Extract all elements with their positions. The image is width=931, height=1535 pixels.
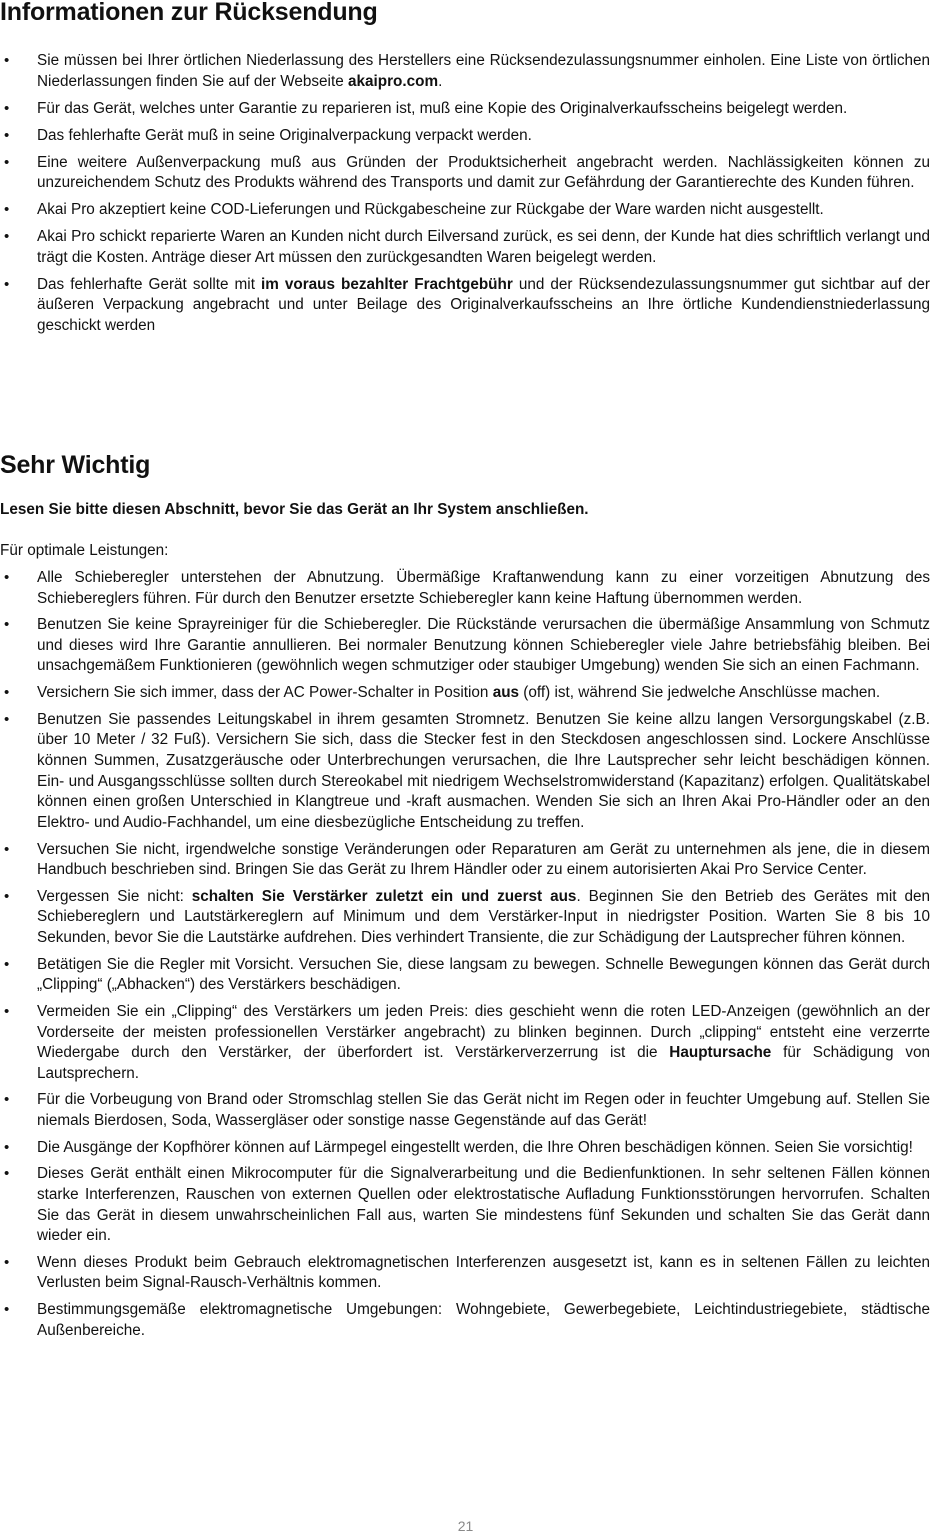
list-item-emphasis: Hauptursache — [669, 1044, 772, 1062]
bullet-icon: • — [4, 1002, 10, 1020]
bullet-icon: • — [4, 275, 10, 293]
list-item-text: und der Rücksendezulassungsnummer gut sichtbar auf der äußeren Verpackung angebracht und unter Beilage des Originalverkaufsscheins an Ihre örtliche Kundendienstniederlassung geschickt werden — [37, 275, 930, 334]
return-info-list — [0, 51, 931, 343]
bullet-icon: • — [4, 153, 10, 171]
list-item-text: Für die Vorbeugung von Brand oder Stromschlag stellen Sie das Gerät nicht im Regen oder in feuchter Umgebung auf. Stellen Sie niemals Bierdosen, Soda, Wassergläser oder sonstige nasse Gegenstände auf das Gerät! — [37, 1091, 930, 1129]
list-item-text: (off) ist, während Sie jedwelche Anschlüsse machen. — [519, 684, 881, 702]
list-item-text: Dieses Gerät enthält einen Mikrocomputer für die Signalverarbeitung und die Bedienfunktionen. In sehr seltenen Fällen können starke Interferenzen, Rauschen von externen Quellen oder elektrostatische Aufladung Funktionsstörungen hervorrufen. Schalten Sie das Gerät in diesem unwahrscheinlichen Fall aus, warten Sie mindestens fünf Sekunden und schalten Sie das Gerät dann wieder ein. — [37, 1165, 930, 1245]
section-title-return-info: Informationen zur Rücksendung — [0, 0, 378, 26]
list-item — [0, 153, 931, 194]
page-number: 21 — [457, 1518, 474, 1534]
bullet-icon: • — [4, 955, 10, 973]
list-item-text: Betätigen Sie die Regler mit Vorsicht. Versuchen Sie, diese langsam zu bewegen. Schnelle Bewegungen können das Gerät durch „Clipping“ („Abhacken“) des Verstärkers beschädigen. — [37, 955, 930, 994]
list-item — [0, 1002, 931, 1084]
list-item — [0, 840, 931, 881]
list-item-emphasis: schalten Sie Verstärker zuletzt ein und zuerst aus — [191, 887, 577, 905]
list-item — [0, 1253, 931, 1294]
bullet-icon: • — [4, 840, 10, 858]
list-item-emphasis: akaipro.com — [347, 72, 439, 90]
list-item-text: . — [438, 72, 443, 90]
list-item-emphasis: im voraus bezahlter Frachtgebühr — [260, 275, 513, 293]
list-item — [0, 275, 931, 337]
bullet-icon: • — [4, 1138, 10, 1156]
bullet-icon: • — [4, 52, 10, 69]
list-item — [0, 568, 931, 609]
list-item — [0, 227, 931, 268]
list-item-emphasis: aus — [492, 684, 520, 702]
list-item-text: Das fehlerhafte Gerät sollte mit — [37, 275, 261, 293]
list-item — [0, 887, 931, 949]
list-item — [0, 1164, 931, 1246]
intro-warning-text: Lesen Sie bitte diesen Abschnitt, bevor Sie das Gerät an Ihr System anschließen. — [0, 501, 589, 518]
list-item-text: Akai Pro akzeptiert keine COD-Lieferungen und Rückgabescheine zur Rückgabe der Ware warden nicht ausgestellt. — [37, 201, 824, 219]
bullet-icon: • — [4, 1165, 10, 1183]
section-title-important: Sehr Wichtig — [0, 451, 151, 479]
bullet-icon: • — [4, 228, 10, 246]
list-item-text: Vermeiden Sie ein „Clipping“ des Verstärkers um jeden Preis: dies geschieht wenn die roten LED-Anzeigen (gewöhnlich an der Vorderseite der meisten professionellen Verstärker angebracht) zu blinken beginnen. Durch „clipping“ entsteht eine verzerrte Wiedergabe durch den Verstärker, der überfordert ist. Verstärkerverzerrung ist die — [37, 1002, 930, 1062]
intro-text: Für optimale Leistungen: — [0, 542, 169, 559]
list-item — [0, 1090, 931, 1131]
list-item-text: Versuchen Sie nicht, irgendwelche sonstige Veränderungen oder Reparaturen am Gerät zu unternehmen als jene, die in diesem Handbuch beschrieben sind. Bringen Sie das Gerät zu Ihrem Händler oder zu einem autorisierten Akai Pro Service Center. — [37, 840, 930, 879]
bullet-icon: • — [4, 887, 10, 905]
list-item-text: Eine weitere Außenverpackung muß aus Gründen der Produktsicherheit angebracht werden. Nachlässigkeiten können zu unzureichendem Schutz des Produkts während des Transports und damit zur Gefährdung der Garantierechte des Kunden führen. — [37, 153, 930, 192]
bullet-icon: • — [4, 684, 10, 702]
list-item-text: Vergessen Sie nicht: — [37, 887, 192, 905]
list-item-text: . Beginnen Sie den Betrieb des Gerätes mit den Schiebereglern und Lautstärkereglern auf Minimum und dem Verstärker-Input in niedrigster Position. Warten Sie 8 bis 10 Sekunden, bevor Sie die Lautstärke aufdrehen. Dies verhindert Transiente, die zur Schädigung der Lautsprecher führen können. — [37, 887, 930, 946]
list-item-text: Alle Schieberegler unterstehen der Abnutzung. Übermäßige Kraftanwendung kann zu einer vorzeitigen Abnutzung des Schiebereglers führen. Für durch den Benutzer ersetzte Schieberegler kann keine Haftung übernommen werden. — [37, 569, 930, 607]
bullet-icon: • — [4, 1091, 10, 1109]
bullet-icon: • — [4, 616, 10, 634]
list-item-text: Akai Pro schickt reparierte Waren an Kunden nicht durch Eilversand zurück, es sei denn, der Kunde hat dies schriftlich verlangt und trägt die Kosten. Anträge dieser Art müssen den zurückgesandten Waren beigelegt werden. — [37, 228, 930, 266]
list-item-text: Wenn dieses Produkt beim Gebrauch elektromagnetischen Interferenzen ausgesetzt ist, kann es in seltenen Fällen zu leichten Verlusten beim Signal-Rausch-Verhältnis kommen. — [37, 1253, 930, 1292]
bullet-icon: • — [4, 569, 10, 586]
list-item — [0, 1138, 931, 1159]
list-item-text: Die Ausgänge der Kopfhörer können auf Lärmpegel eingestellt werden, die Ihre Ohren beschädigen können. Seien Sie vorsichtig! — [37, 1138, 913, 1156]
list-item-text: Das fehlerhafte Gerät muß in seine Originalverpackung verpackt werden. — [37, 126, 532, 144]
bullet-icon: • — [4, 1253, 10, 1271]
bullet-icon: • — [4, 710, 10, 728]
list-item-text: für Schädigung von Lautsprechern. — [37, 1044, 930, 1082]
important-notes-list — [0, 568, 931, 1347]
list-item — [0, 200, 931, 221]
list-item — [0, 1300, 931, 1341]
list-item-text: Benutzen Sie passendes Leitungskabel in ihrem gesamten Stromnetz. Benutzen Sie keine allzu langen Versorgungskabel (z.B. über 10 Meter / 32 Fuß). Versichern Sie sich, dass die Stecker fest in den Steckdosen angeschlossen sind. Lockere Anschlüsse können Summen, Zusatzgeräusche oder Unterbrechungen verursachen, die Ihre Lautsprecher sehr leicht beschädigen können. Ein- und Ausgangsschlüsse sollten durch Stereokabel mit niedrigem Wechselstromwiderstand (Kapazitanz) erfolgen. Qualitätskabel können einen großen Unterschied in Klangtreue und -kraft ausmachen. Wenden Sie sich an Ihren Akai Pro-Händler oder an den Elektro- und Audio-Fachhandel, um eine diesbezügliche Entscheidung zu treffen. — [37, 710, 930, 831]
list-item-text: Bestimmungsgemäße elektromagnetische Umgebungen: Wohngebiete, Gewerbegebiete, Leichtindustriegebiete, städtische Außenbereiche. — [37, 1301, 930, 1339]
bullet-icon: • — [4, 201, 10, 219]
list-item — [0, 99, 931, 120]
bullet-icon: • — [4, 99, 10, 117]
bullet-icon: • — [4, 126, 10, 144]
list-item — [0, 710, 931, 834]
list-item-text: Versichern Sie sich immer, dass der AC Power-Schalter in Position — [37, 684, 493, 702]
bullet-icon: • — [4, 1301, 10, 1319]
list-item-text: Benutzen Sie keine Sprayreiniger für die Schieberegler. Die Rückstände verursachen die übermäßige Ansammlung von Schmutz und dieses wird Ihre Garantie annullieren. Bei normaler Benutzung können Schieberegler viele Jahre betriebsfähig bleiben. Bei unsachgemäßem Funktionieren (gewöhnlich wegen schmutziger oder staubiger Umgebung) wenden Sie sich an einen Fachmann. — [37, 616, 930, 675]
list-item-text: Für das Gerät, welches unter Garantie zu reparieren ist, muß eine Kopie des Originalverkaufsscheins beigelegt werden. — [37, 99, 848, 117]
list-item-text: Sie müssen bei Ihrer örtlichen Niederlassung des Herstellers eine Rücksendezulassungsnummer einholen. Eine Liste von örtlichen Niederlassungen finden Sie auf der Webseite — [37, 52, 930, 90]
list-item — [0, 683, 931, 704]
list-item — [0, 51, 931, 92]
list-item — [0, 955, 931, 996]
list-item — [0, 126, 931, 147]
list-item — [0, 615, 931, 677]
